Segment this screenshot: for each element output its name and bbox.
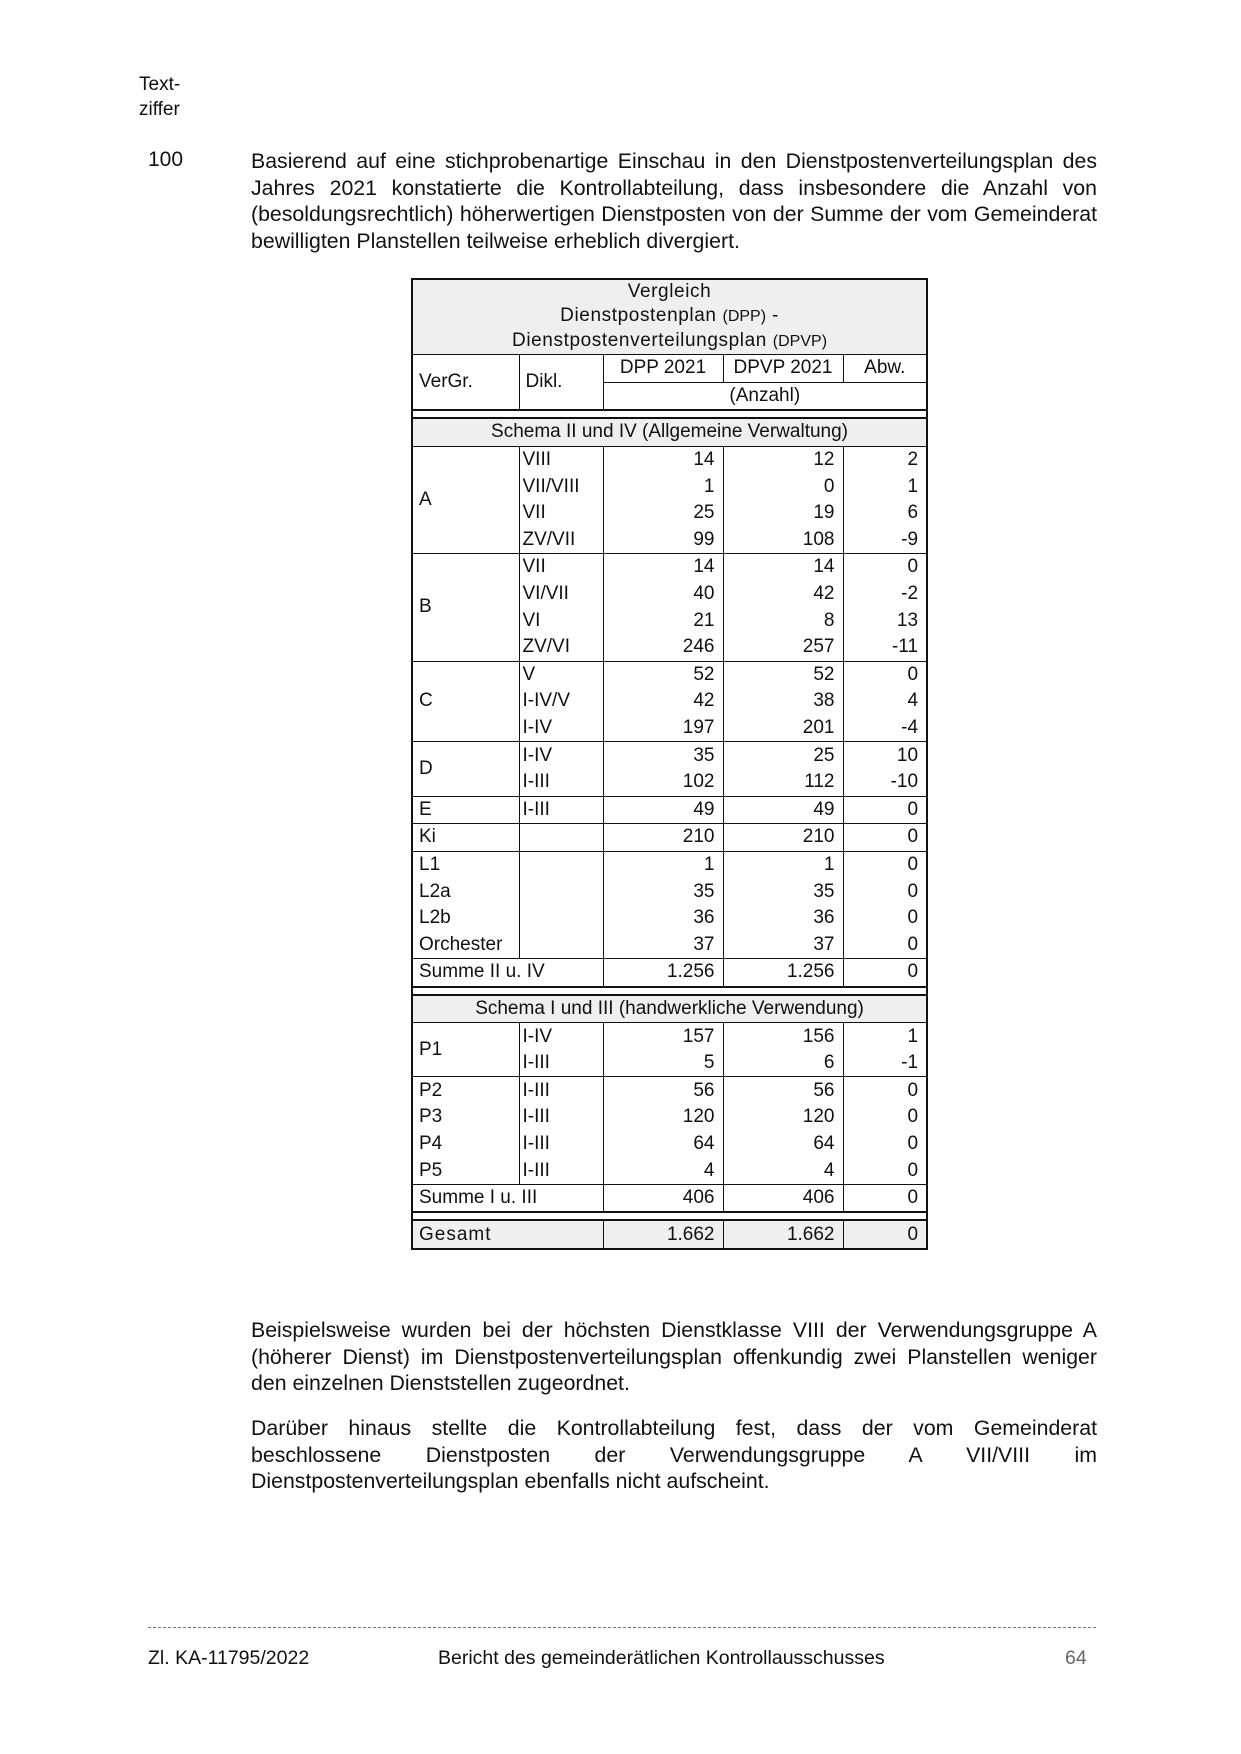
dpvp-cell: 6 <box>723 1050 843 1077</box>
dpp-cell: 35 <box>603 878 723 905</box>
dpp-cell: 36 <box>603 905 723 932</box>
spacer-cell <box>412 1212 927 1220</box>
abw-cell: -9 <box>843 527 927 554</box>
dikl-cell: I-III <box>519 1077 603 1104</box>
abw-cell: -4 <box>843 715 927 742</box>
dpvp-cell: 120 <box>723 1104 843 1131</box>
vergr-cell: D <box>412 742 519 796</box>
title-dpvp-text: Dienstpostenverteilungsplan <box>512 330 767 351</box>
table-row <box>412 1157 927 1184</box>
spacer-cell <box>412 987 927 995</box>
table-row <box>412 851 927 878</box>
vergr-cell: P4 <box>412 1131 519 1158</box>
dpp-cell: 35 <box>603 742 723 769</box>
dpvp-cell: 156 <box>723 1023 843 1050</box>
abw-cell: 0 <box>843 1077 927 1104</box>
dpvp-cell: 25 <box>723 742 843 769</box>
table-title-row <box>412 279 927 355</box>
dpvp-cell: 4 <box>723 1157 843 1184</box>
dikl-cell: I-IV <box>519 1023 603 1050</box>
sum2-abw: 0 <box>843 1184 927 1212</box>
total-label: Gesamt <box>412 1220 603 1249</box>
dpvp-cell: 112 <box>723 769 843 796</box>
vergr-cell: B <box>412 554 519 661</box>
sum1-dpp: 1.256 <box>603 959 723 987</box>
table-row <box>412 446 927 473</box>
dpp-cell: 64 <box>603 1131 723 1158</box>
vergr-cell: P1 <box>412 1023 519 1077</box>
dpp-cell: 1 <box>603 473 723 500</box>
dpp-cell: 4 <box>603 1157 723 1184</box>
table-row <box>412 1077 927 1104</box>
table-title <box>412 279 927 355</box>
dikl-cell <box>519 824 603 852</box>
paragraph-3: Darüber hinaus stellte die Kontrollabteilung fest, dass der vom Gemeinderat beschlossene Dienstposten der Verwendungsgruppe A VII/VIII im Dienstpostenverteilungsplan ebenfalls nicht aufscheint. <box>251 1416 1097 1493</box>
total-dpvp: 1.662 <box>723 1220 843 1249</box>
dpvp-cell: 64 <box>723 1131 843 1158</box>
dikl-cell: VIII <box>519 446 603 473</box>
title-dpp-text: Dienstpostenplan <box>560 305 717 326</box>
dpp-cell: 37 <box>603 931 723 958</box>
dpvp-cell: 0 <box>723 473 843 500</box>
table-spacer-row <box>412 987 927 995</box>
title-dpvp-abbr: (DPVP) <box>772 333 828 350</box>
abw-cell: 10 <box>843 742 927 769</box>
abw-cell: 0 <box>843 824 927 852</box>
sum-row <box>412 959 927 987</box>
schema-title-row <box>412 418 927 446</box>
table-row <box>412 1104 927 1131</box>
sum2-label: Summe I u. III <box>412 1184 603 1212</box>
sum2-dpp: 406 <box>603 1184 723 1212</box>
dpp-cell: 99 <box>603 527 723 554</box>
dpp-cell: 197 <box>603 715 723 742</box>
dikl-cell: I-III <box>519 1131 603 1158</box>
footer-reference: Zl. KA-11795/2022 <box>148 1647 310 1669</box>
abw-cell: 0 <box>843 554 927 581</box>
dikl-cell: I-III <box>519 796 603 824</box>
margin-label-line1: Text- <box>139 74 181 95</box>
dpp-cell: 42 <box>603 688 723 715</box>
dpvp-cell: 36 <box>723 905 843 932</box>
comparison-table <box>411 278 928 1250</box>
dpp-cell: 56 <box>603 1077 723 1104</box>
table-row <box>412 878 927 905</box>
table-row <box>412 554 927 581</box>
dpvp-cell: 35 <box>723 878 843 905</box>
dpp-cell: 102 <box>603 769 723 796</box>
dpvp-cell: 56 <box>723 1077 843 1104</box>
vergr-cell: L2a <box>412 878 519 905</box>
dpvp-cell: 37 <box>723 931 843 958</box>
margin-label <box>139 72 180 122</box>
table-row <box>412 661 927 688</box>
dikl-cell: ZV/VI <box>519 634 603 661</box>
dikl-cell: I-III <box>519 769 603 796</box>
abw-cell: 0 <box>843 878 927 905</box>
abw-cell: 0 <box>843 1104 927 1131</box>
dpp-cell: 49 <box>603 796 723 824</box>
sum-row <box>412 1184 927 1212</box>
dpp-cell: 14 <box>603 554 723 581</box>
dpp-cell: 5 <box>603 1050 723 1077</box>
dpp-cell: 1 <box>603 851 723 878</box>
dpvp-cell: 257 <box>723 634 843 661</box>
table-header-row <box>412 355 927 383</box>
abw-cell: 13 <box>843 607 927 634</box>
dpp-cell: 21 <box>603 607 723 634</box>
abw-cell: 2 <box>843 446 927 473</box>
vergr-cell: Ki <box>412 824 519 852</box>
dikl-cell: I-IV <box>519 715 603 742</box>
spacer-cell <box>412 410 927 418</box>
abw-cell: 0 <box>843 1131 927 1158</box>
schema-title-row <box>412 995 927 1023</box>
abw-cell: -1 <box>843 1050 927 1077</box>
header-abw: Abw. <box>843 355 927 383</box>
dikl-cell: VII/VIII <box>519 473 603 500</box>
abw-cell: 1 <box>843 1023 927 1050</box>
dikl-cell: I-IV/V <box>519 688 603 715</box>
dpvp-cell: 210 <box>723 824 843 852</box>
header-dpvp: DPVP 2021 <box>723 355 843 383</box>
paragraph-1: Basierend auf eine stichprobenartige Einschau in den Dienstpostenverteilungsplan des Jahres 2021 konstatierte die Kontrollabteilung, dass insbesondere die Anzahl von (besoldungsrechtlich) höherwertigen Dienstposten von der Summe der vom Gemeinderat bewilligten Planstellen teilweise erheblich divergiert. <box>251 149 1097 253</box>
dpp-cell: 52 <box>603 661 723 688</box>
dpvp-cell: 1 <box>723 851 843 878</box>
title-dpp-abbr: (DPP) <box>722 308 767 325</box>
sum2-dpvp: 406 <box>723 1184 843 1212</box>
margin-label-line2: ziffer <box>139 99 180 120</box>
footer-divider <box>148 1627 1096 1628</box>
abw-cell: 0 <box>843 1157 927 1184</box>
dikl-cell <box>519 851 603 958</box>
sum1-dpvp: 1.256 <box>723 959 843 987</box>
dikl-cell: V <box>519 661 603 688</box>
dpvp-cell: 108 <box>723 527 843 554</box>
table-title-line2 <box>419 304 920 329</box>
table-spacer-row <box>412 410 927 418</box>
dpvp-cell: 38 <box>723 688 843 715</box>
vergr-cell: L1 <box>412 851 519 878</box>
dpvp-cell: 201 <box>723 715 843 742</box>
title-dash: - <box>771 305 779 326</box>
dikl-cell: I-III <box>519 1104 603 1131</box>
sum1-abw: 0 <box>843 959 927 987</box>
dikl-cell: I-IV <box>519 742 603 769</box>
dpvp-cell: 12 <box>723 446 843 473</box>
dpp-cell: 14 <box>603 446 723 473</box>
table-row <box>412 931 927 958</box>
dpvp-cell: 52 <box>723 661 843 688</box>
total-dpp: 1.662 <box>603 1220 723 1249</box>
dikl-cell: VI <box>519 607 603 634</box>
footer-page-number: 64 <box>1065 1647 1087 1669</box>
table-row <box>412 1023 927 1050</box>
dikl-cell: VI/VII <box>519 581 603 608</box>
table-row <box>412 905 927 932</box>
table-row <box>412 796 927 824</box>
header-dpp: DPP 2021 <box>603 355 723 383</box>
textziffer-number: 100 <box>148 148 184 171</box>
dpvp-cell: 42 <box>723 581 843 608</box>
abw-cell: -11 <box>843 634 927 661</box>
dikl-cell: I-III <box>519 1157 603 1184</box>
dpp-cell: 246 <box>603 634 723 661</box>
schema1-title: Schema II und IV (Allgemeine Verwaltung) <box>412 418 927 446</box>
dpvp-cell: 8 <box>723 607 843 634</box>
abw-cell: 0 <box>843 931 927 958</box>
table-row <box>412 824 927 852</box>
vergr-cell: P2 <box>412 1077 519 1104</box>
header-unit: (Anzahl) <box>603 382 927 410</box>
header-dikl: Dikl. <box>519 355 603 411</box>
schema2-title: Schema I und III (handwerkliche Verwendung) <box>412 995 927 1023</box>
total-abw: 0 <box>843 1220 927 1249</box>
abw-cell: 0 <box>843 661 927 688</box>
sum1-label: Summe II u. IV <box>412 959 603 987</box>
abw-cell: 4 <box>843 688 927 715</box>
dikl-cell: VII <box>519 500 603 527</box>
dikl-cell: VII <box>519 554 603 581</box>
footer-report-title: Bericht des gemeinderätlichen Kontrollausschusses <box>438 1647 885 1669</box>
dpvp-cell: 14 <box>723 554 843 581</box>
vergr-cell: E <box>412 796 519 824</box>
table-title-line3 <box>419 329 920 354</box>
table-title-line1: Vergleich <box>627 281 712 302</box>
dpvp-cell: 19 <box>723 500 843 527</box>
abw-cell: -10 <box>843 769 927 796</box>
dpp-cell: 210 <box>603 824 723 852</box>
vergr-cell: P3 <box>412 1104 519 1131</box>
dikl-cell: I-III <box>519 1050 603 1077</box>
paragraph-2: Beispielsweise wurden bei der höchsten Dienstklasse VIII der Verwendungsgruppe A (höherer Dienst) im Dienstpostenverteilungsplan offenkundig zwei Planstellen weniger den einzelnen Dienststellen zugeordnet. <box>251 1318 1097 1395</box>
vergr-cell: L2b <box>412 905 519 932</box>
dpp-cell: 25 <box>603 500 723 527</box>
dpvp-cell: 49 <box>723 796 843 824</box>
header-vergr: VerGr. <box>412 355 519 411</box>
abw-cell: 0 <box>843 905 927 932</box>
dpp-cell: 40 <box>603 581 723 608</box>
dikl-cell: ZV/VII <box>519 527 603 554</box>
table-row <box>412 742 927 769</box>
abw-cell: 1 <box>843 473 927 500</box>
vergr-cell: C <box>412 661 519 742</box>
vergr-cell: Orchester <box>412 931 519 958</box>
dpp-cell: 157 <box>603 1023 723 1050</box>
total-row <box>412 1220 927 1249</box>
abw-cell: 6 <box>843 500 927 527</box>
vergr-cell: P5 <box>412 1157 519 1184</box>
dpp-cell: 120 <box>603 1104 723 1131</box>
table-spacer-row <box>412 1212 927 1220</box>
abw-cell: -2 <box>843 581 927 608</box>
vergr-cell: A <box>412 446 519 553</box>
abw-cell: 0 <box>843 851 927 878</box>
table-row <box>412 1131 927 1158</box>
abw-cell: 0 <box>843 796 927 824</box>
